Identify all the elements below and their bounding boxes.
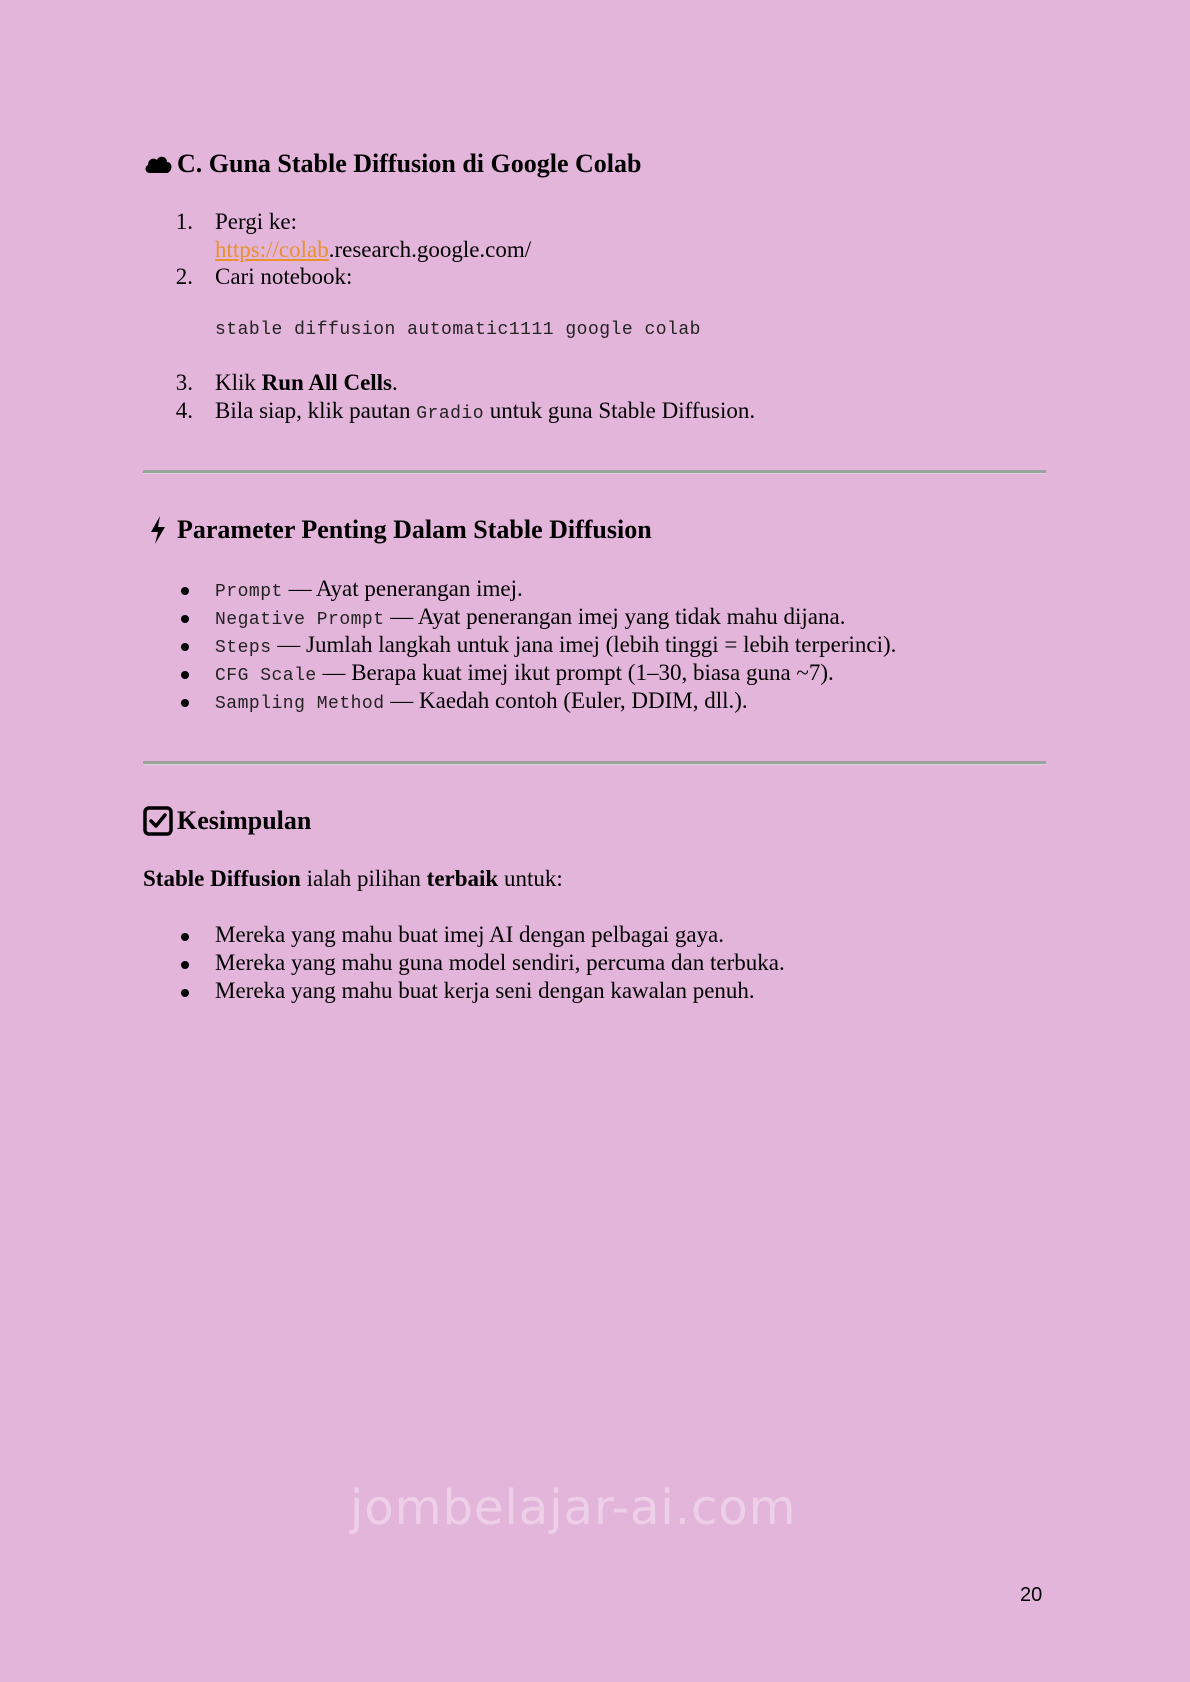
checkbox-icon bbox=[143, 806, 173, 836]
param-code: Sampling Method bbox=[215, 694, 385, 714]
param-desc: — Kaedah contoh (Euler, DDIM, dll.). bbox=[384, 688, 748, 713]
colab-link[interactable]: https://colab bbox=[215, 237, 329, 262]
step-number: 3. bbox=[175, 370, 193, 395]
step-text: Cari notebook: bbox=[215, 264, 353, 289]
parameters-heading bbox=[143, 514, 652, 546]
bullet bbox=[181, 699, 189, 707]
step-prefix: Bila siap, klik pautan bbox=[215, 398, 417, 423]
step-text bbox=[215, 369, 398, 397]
divider bbox=[143, 470, 1046, 474]
section-c-heading bbox=[143, 148, 641, 180]
bullet bbox=[181, 961, 189, 969]
step-suffix: . bbox=[392, 370, 398, 395]
bullet bbox=[181, 643, 189, 651]
step-number: 2. bbox=[175, 264, 193, 289]
conclusion-item: Mereka yang mahu buat imej AI dengan pelbagai gaya. bbox=[215, 922, 725, 947]
param-desc: — Berapa kuat imej ikut prompt (1–30, biasa guna ~7). bbox=[316, 660, 834, 685]
param-item bbox=[215, 575, 523, 606]
code-block: stable diffusion automatic1111 google colab bbox=[215, 320, 701, 340]
bullet bbox=[181, 671, 189, 679]
bullet bbox=[181, 989, 189, 997]
param-code: Prompt bbox=[215, 582, 283, 602]
conclusion-item: Mereka yang mahu buat kerja seni dengan kawalan penuh. bbox=[215, 978, 755, 1003]
param-item bbox=[215, 687, 748, 718]
conclusion-title: Kesimpulan bbox=[177, 806, 312, 835]
bullet bbox=[181, 615, 189, 623]
step-number: 1. bbox=[175, 209, 193, 234]
bullet bbox=[181, 933, 189, 941]
param-item bbox=[215, 631, 896, 662]
step-suffix: untuk guna Stable Diffusion. bbox=[484, 398, 756, 423]
param-desc: — Ayat penerangan imej. bbox=[282, 576, 523, 601]
param-code: Negative Prompt bbox=[215, 610, 385, 630]
intro-text: ialah pilihan bbox=[300, 866, 427, 891]
url-rest: .research.google.com/ bbox=[328, 237, 532, 262]
step-number: 4. bbox=[175, 398, 193, 423]
step-prefix: Klik bbox=[215, 370, 262, 395]
watermark: jombelajar-ai.com bbox=[350, 1480, 797, 1536]
param-item bbox=[215, 659, 834, 690]
document-page bbox=[143, 0, 1046, 1682]
param-desc: — Ayat penerangan imej yang tidak mahu dijana. bbox=[384, 604, 846, 629]
page-number: 20 bbox=[1020, 1584, 1043, 1606]
param-desc: — Jumlah langkah untuk jana imej (lebih tinggi = lebih terperinci). bbox=[271, 632, 897, 657]
bullet bbox=[181, 587, 189, 595]
conclusion-intro bbox=[143, 865, 563, 893]
param-item bbox=[215, 603, 845, 634]
divider bbox=[143, 761, 1046, 765]
intro-text: untuk: bbox=[498, 866, 563, 891]
intro-bold: terbaik bbox=[426, 866, 499, 891]
cloud-icon bbox=[143, 149, 173, 179]
conclusion-item: Mereka yang mahu guna model sendiri, percuma dan terbuka. bbox=[215, 950, 785, 975]
lightning-icon bbox=[143, 515, 173, 545]
gradio-code: Gradio bbox=[416, 404, 485, 424]
param-code: CFG Scale bbox=[215, 666, 317, 686]
param-code: Steps bbox=[215, 638, 272, 658]
conclusion-heading bbox=[143, 805, 311, 837]
section-c-title: C. Guna Stable Diffusion di Google Colab bbox=[177, 149, 642, 178]
parameters-title: Parameter Penting Dalam Stable Diffusion bbox=[177, 515, 652, 544]
step-text: Pergi ke: bbox=[215, 209, 297, 234]
intro-bold: Stable Diffusion bbox=[143, 866, 301, 891]
step-text bbox=[215, 397, 755, 428]
run-all-cells: Run All Cells bbox=[261, 370, 393, 395]
step-url bbox=[215, 236, 531, 264]
